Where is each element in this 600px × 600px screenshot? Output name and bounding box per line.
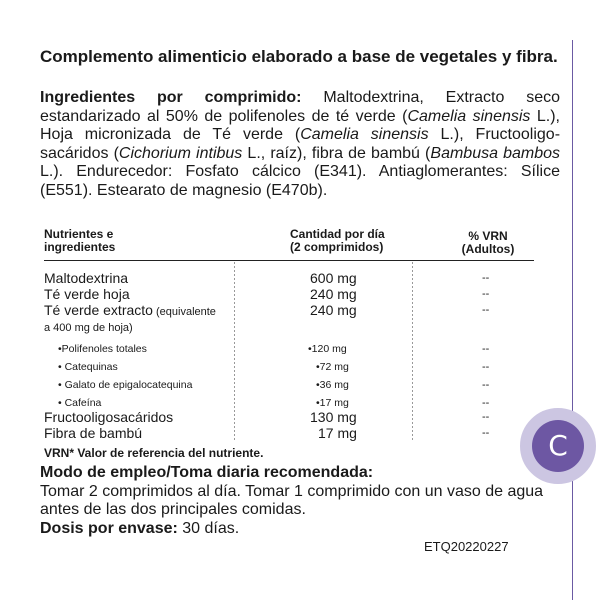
- intro-heading: Complemento alimenticio elaborado a base de vegetales y fibra.: [40, 47, 558, 66]
- ingredients-label: Ingredientes por comprimido:: [40, 89, 302, 106]
- row-vrn: --: [482, 272, 490, 284]
- ingredients-italic-3: Cichorium intibus: [118, 144, 243, 162]
- row-qty: 17 mg: [318, 425, 357, 441]
- row-qty: 130 mg: [310, 409, 357, 425]
- row-name: Maltodextrina: [44, 270, 129, 286]
- purple-edge-line: [572, 40, 573, 600]
- row-vrn: --: [482, 343, 490, 355]
- row-qty: 240 mg: [310, 286, 357, 302]
- column-divider-2: [412, 262, 413, 440]
- header-quantity-line1: Cantidad por día: [290, 227, 385, 241]
- usage-section: [40, 464, 560, 538]
- row-name: • Catequinas: [58, 361, 118, 373]
- row-qty: •120 mg: [308, 343, 347, 355]
- row-qty: 600 mg: [310, 270, 357, 286]
- row-name: • Cafeína: [58, 397, 102, 409]
- ingredients-text-3: L.), Fructooligo-sacáridos (: [40, 126, 561, 162]
- header-vrn-line1: % VRN: [468, 229, 508, 243]
- header-quantity: [290, 228, 385, 254]
- header-rule: [44, 260, 534, 261]
- row-name: •Polifenoles totales: [58, 343, 147, 355]
- row-qty: •72 mg: [316, 361, 349, 373]
- row-name: Té verde hoja: [44, 286, 130, 302]
- dose-line: [40, 520, 560, 539]
- usage-heading: Modo de empleo/Toma diaria recomendada:: [40, 464, 374, 481]
- row-vrn: --: [482, 304, 490, 316]
- row-qty: •17 mg: [316, 397, 349, 409]
- column-divider-1: [234, 262, 235, 440]
- row-vrn: --: [482, 427, 490, 439]
- row-vrn: --: [482, 361, 490, 373]
- row-name: a 400 mg de hoja): [44, 322, 133, 334]
- ingredients-text-4: L., raíz), fibra de bambú (: [242, 144, 431, 162]
- header-vrn: [458, 230, 518, 256]
- badge-letter: C: [532, 420, 584, 472]
- vrn-footnote: VRN* Valor de referencia del nutriente.: [44, 446, 264, 460]
- row-name-note: (equivalente: [152, 306, 216, 318]
- row-name-main: Té verde extracto: [44, 302, 153, 318]
- ingredients-italic-4: Bambusa bambos: [430, 144, 561, 162]
- row-name: Fructooligosacáridos: [44, 409, 174, 425]
- row-vrn: --: [482, 397, 490, 409]
- row-name: Fibra de bambú: [44, 425, 143, 441]
- row-vrn: --: [482, 379, 490, 391]
- ingredients-text-1: Maltodextrina, Extracto seco estandarizado al 50% de polifenoles de té verde (: [40, 89, 561, 125]
- header-quantity-line2: (2 comprimidos): [290, 240, 384, 254]
- row-vrn: --: [482, 288, 490, 300]
- row-qty: 240 mg: [310, 302, 357, 318]
- row-vrn: --: [482, 411, 490, 423]
- usage-text: Tomar 2 comprimidos al día. Tomar 1 comprimido con un vaso de agua antes de las dos principales comidas.: [40, 482, 544, 518]
- header-nutrients: [44, 228, 115, 254]
- header-vrn-line2: (Adultos): [461, 242, 515, 256]
- row-name: • Galato de epigalocatequina: [58, 379, 193, 391]
- ingredients-text-2: L.), Hoja micronizada de Té verde (: [40, 107, 560, 143]
- row-qty: •36 mg: [316, 379, 349, 391]
- label-code: ETQ20220227: [424, 539, 509, 554]
- header-nutrients-line2: ingredientes: [44, 240, 116, 254]
- ingredients-italic-1: Camelia sinensis: [407, 107, 531, 125]
- ingredients-text-5: L.). Endurecedor: Fosfato cálcico (E341). Antiaglomerantes: Sílice (E551). Estearato de magnesio (E470b).: [40, 163, 560, 199]
- header-nutrients-line1: Nutrientes e: [44, 227, 114, 241]
- ingredients-paragraph: [40, 89, 560, 200]
- dose-value: 30 días.: [177, 519, 240, 537]
- row-name: [44, 302, 216, 320]
- ingredients-italic-2: Camelia sinensis: [300, 126, 429, 143]
- dose-label: Dosis por envase:: [40, 519, 178, 537]
